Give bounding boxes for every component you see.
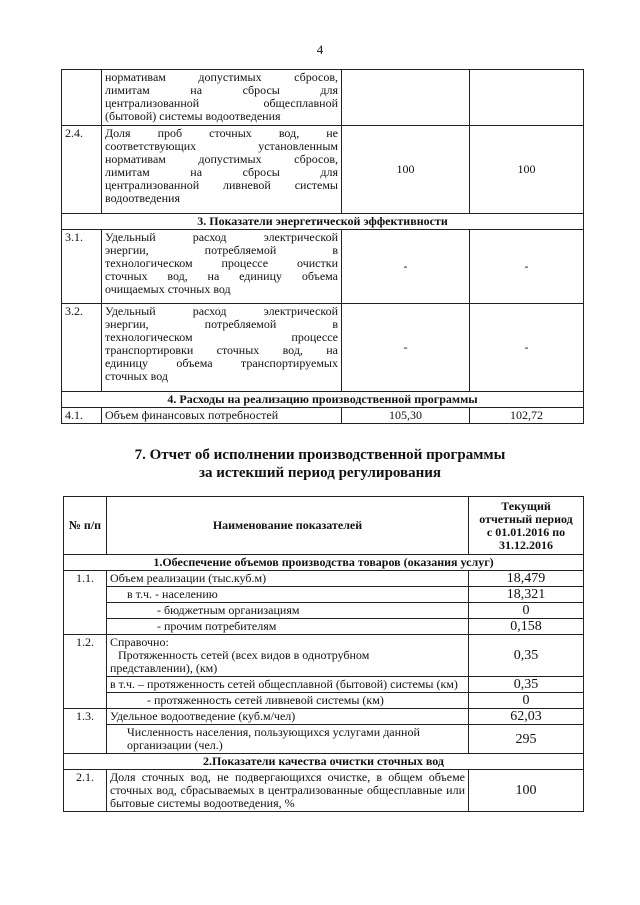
header-period xyxy=(469,497,584,555)
header-line: 31.12.2016 xyxy=(499,537,553,552)
text-line: (бытовой) системы водоотведения xyxy=(105,109,281,123)
text-line: лимитам на сбросы для xyxy=(105,165,338,179)
table-row xyxy=(64,587,584,603)
row-text xyxy=(102,230,342,304)
text-line: технологическом процессе очистки xyxy=(105,256,338,270)
row-text: - бюджетным организациям xyxy=(107,603,469,619)
text-line: Удельный расход электрической xyxy=(105,230,338,244)
row-number: 3.1. xyxy=(62,230,102,304)
value-cell xyxy=(342,70,470,126)
row-text: Объем реализации (тыс.куб.м) xyxy=(107,571,469,587)
row-text: Доля сточных вод, не подвергающихся очистке, в общем объеме сточных вод, сбрасываемых в централизованные общесплавные или бытовые системы водоотведения, % xyxy=(107,770,469,812)
row-text: Объем финансовых потребностей xyxy=(102,408,342,424)
value-cell: 295 xyxy=(469,725,584,754)
table-row xyxy=(64,635,584,677)
table-row xyxy=(62,408,584,424)
value-cell: 0 xyxy=(469,603,584,619)
value-cell: 0 xyxy=(469,693,584,709)
header-row xyxy=(64,497,584,555)
row-text: в т.ч. – протяженность сетей общесплавной (бытовой) системы (км) xyxy=(107,677,469,693)
row-text: Удельное водоотведение (куб.м/чел) xyxy=(107,709,469,725)
row-text xyxy=(102,304,342,392)
table-row xyxy=(62,126,584,214)
value-cell: 0,35 xyxy=(469,635,584,677)
table-row xyxy=(64,619,584,635)
text-line: технологическом процессе xyxy=(105,330,338,344)
text-line: лимитам на сбросы для xyxy=(105,83,338,97)
text-line: Протяженность сетей (всех видов в однотрубном xyxy=(118,648,370,662)
row-number: 1.2. xyxy=(64,635,107,709)
value-cell: 18,321 xyxy=(469,587,584,603)
text-line: представлении), (км) xyxy=(110,661,218,675)
text-line: централизованной ливневой системы xyxy=(105,178,338,192)
row-number: 4.1. xyxy=(62,408,102,424)
value-cell xyxy=(470,70,584,126)
row-text xyxy=(102,126,342,214)
row-number: 2.1. xyxy=(64,770,107,812)
text-line: Доля проб сточных вод, не xyxy=(105,126,338,140)
text-line: транспортировки сточных вод, на xyxy=(105,343,338,357)
value-cell: 100 xyxy=(470,126,584,214)
title-line: 7. Отчет об исполнении производственной программы xyxy=(134,447,506,463)
text-line: нормативам допустимых сбросов, xyxy=(105,152,338,166)
row-number: 3.2. xyxy=(62,304,102,392)
text-line: сточных вод xyxy=(105,369,168,383)
section-title xyxy=(0,446,640,482)
value-cell: 105,30 xyxy=(342,408,470,424)
row-text xyxy=(107,635,469,677)
row-text xyxy=(102,70,342,126)
table-row xyxy=(62,230,584,304)
page-number: 4 xyxy=(316,42,324,57)
section-heading: 4. Расходы на реализацию производственной программы xyxy=(62,392,584,408)
section-row xyxy=(64,555,584,571)
table-row xyxy=(64,693,584,709)
header-line: с 01.01.2016 по xyxy=(486,524,566,539)
value-cell: - xyxy=(342,230,470,304)
value-cell: - xyxy=(342,304,470,392)
title-line: за истекший период регулирования xyxy=(198,465,442,481)
table-row xyxy=(64,571,584,587)
row-text: - прочим потребителям xyxy=(107,619,469,635)
text-line: сточных вод, на единицу объема xyxy=(105,269,338,283)
row-text: Численность населения, пользующихся услугами данной организации (чел.) xyxy=(107,725,469,754)
value-cell: 102,72 xyxy=(470,408,584,424)
row-number: 1.3. xyxy=(64,709,107,754)
value-cell: 62,03 xyxy=(469,709,584,725)
section-row xyxy=(64,754,584,770)
table-row xyxy=(64,709,584,725)
value-cell: 0,35 xyxy=(469,677,584,693)
text-line: очищаемых сточных вод xyxy=(105,282,231,296)
report-table xyxy=(63,496,584,812)
value-cell: 18,479 xyxy=(469,571,584,587)
section-heading: 2.Показатели качества очистки сточных вод xyxy=(64,754,584,770)
indicators-table xyxy=(61,69,584,424)
value-cell: 0,158 xyxy=(469,619,584,635)
section-row xyxy=(62,214,584,230)
row-number xyxy=(62,70,102,126)
header-name: Наименование показателей xyxy=(107,497,469,555)
text-line: Удельный расход электрической xyxy=(105,304,338,318)
text-line: централизованной общесплавной xyxy=(105,96,338,110)
text-line: Справочно: xyxy=(110,635,169,649)
section-heading: 1.Обеспечение объемов производства товаров (оказания услуг) xyxy=(64,555,584,571)
table-row xyxy=(62,304,584,392)
text-line: водоотведения xyxy=(105,191,180,205)
section-heading: 3. Показатели энергетической эффективности xyxy=(62,214,584,230)
header-num: № п/п xyxy=(64,497,107,555)
row-text: - протяженность сетей ливневой системы (км) xyxy=(107,693,469,709)
table-row xyxy=(64,770,584,812)
text-line: энергии, потребляемой в xyxy=(105,317,338,331)
value-cell: 100 xyxy=(469,770,584,812)
table-row xyxy=(64,725,584,754)
text-line: нормативам допустимых сбросов, xyxy=(105,70,338,84)
table-row xyxy=(62,70,584,126)
row-text: в т.ч. - населению xyxy=(107,587,469,603)
table-row xyxy=(64,603,584,619)
text-line: энергии, потребляемой в xyxy=(105,243,338,257)
table-row xyxy=(64,677,584,693)
text-line: единицу объема транспортируемых xyxy=(105,356,338,370)
header-line: Текущий xyxy=(501,498,551,513)
value-cell: - xyxy=(470,304,584,392)
value-cell: - xyxy=(470,230,584,304)
header-line: отчетный период xyxy=(479,511,573,526)
row-number: 2.4. xyxy=(62,126,102,214)
value-cell: 100 xyxy=(342,126,470,214)
text-line: соответствующих установленным xyxy=(105,139,338,153)
row-number: 1.1. xyxy=(64,571,107,635)
section-row xyxy=(62,392,584,408)
